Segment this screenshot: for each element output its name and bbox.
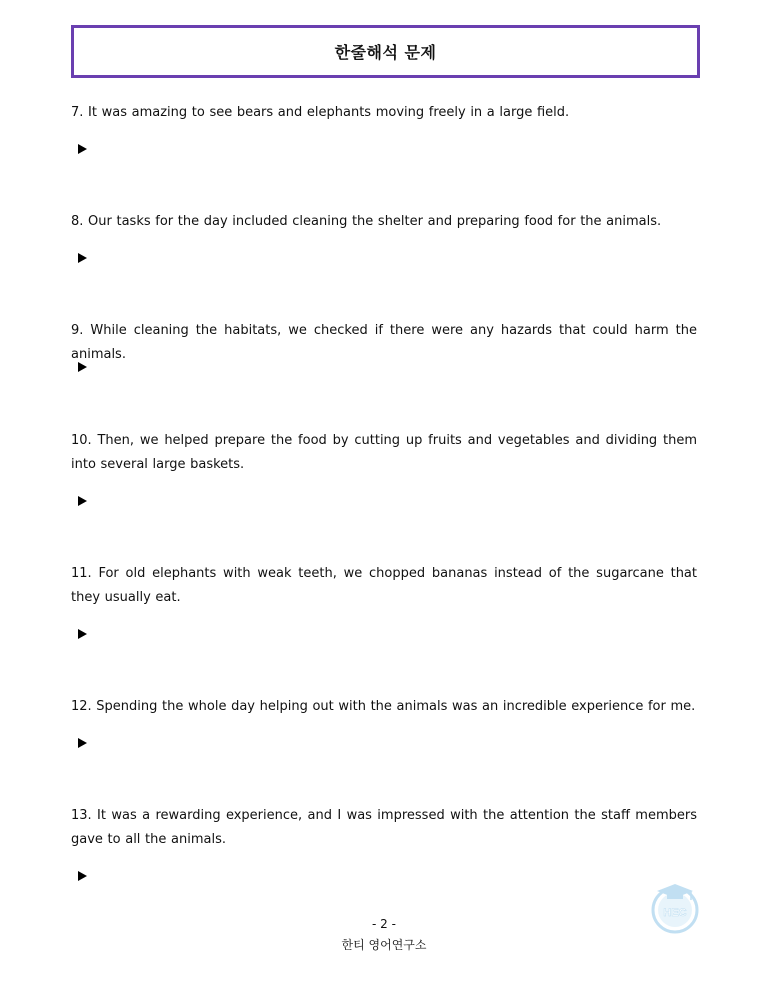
hec-logo bbox=[649, 880, 701, 936]
graduation-cap-icon bbox=[657, 884, 693, 900]
page-number: - 2 - bbox=[372, 917, 396, 931]
answer-arrow-icon bbox=[78, 144, 87, 154]
question-7: 7. It was amazing to see bears and elephants moving freely in a large field. bbox=[71, 105, 570, 120]
question-11: 11. For old elephants with weak teeth, we chopped bananas instead of the sugarcane that they usually eat. bbox=[71, 566, 697, 605]
answer-arrow-icon bbox=[78, 738, 87, 748]
answer-arrow-icon bbox=[78, 253, 87, 263]
page-title: 한줄해석 문제 bbox=[71, 25, 700, 78]
answer-arrow-icon bbox=[78, 629, 87, 639]
question-10: 10. Then, we helped prepare the food by cutting up fruits and vegetables and dividing them into several large baskets. bbox=[71, 433, 697, 472]
question-9: 9. While cleaning the habitats, we checked if there were any hazards that could harm the animals. bbox=[71, 323, 697, 362]
question-8: 8. Our tasks for the day included cleaning the shelter and preparing food for the animals. bbox=[71, 214, 662, 229]
answer-arrow-icon bbox=[78, 362, 87, 372]
logo-text: HEC bbox=[663, 907, 687, 919]
footer-org: 한티 영어연구소 bbox=[341, 938, 427, 952]
answer-arrow-icon bbox=[78, 871, 87, 881]
answer-arrow-icon bbox=[78, 496, 87, 506]
question-13: 13. It was a rewarding experience, and I was impressed with the attention the staff members gave to all the animals. bbox=[71, 808, 697, 847]
question-12: 12. Spending the whole day helping out with the animals was an incredible experience for me. bbox=[71, 699, 696, 714]
